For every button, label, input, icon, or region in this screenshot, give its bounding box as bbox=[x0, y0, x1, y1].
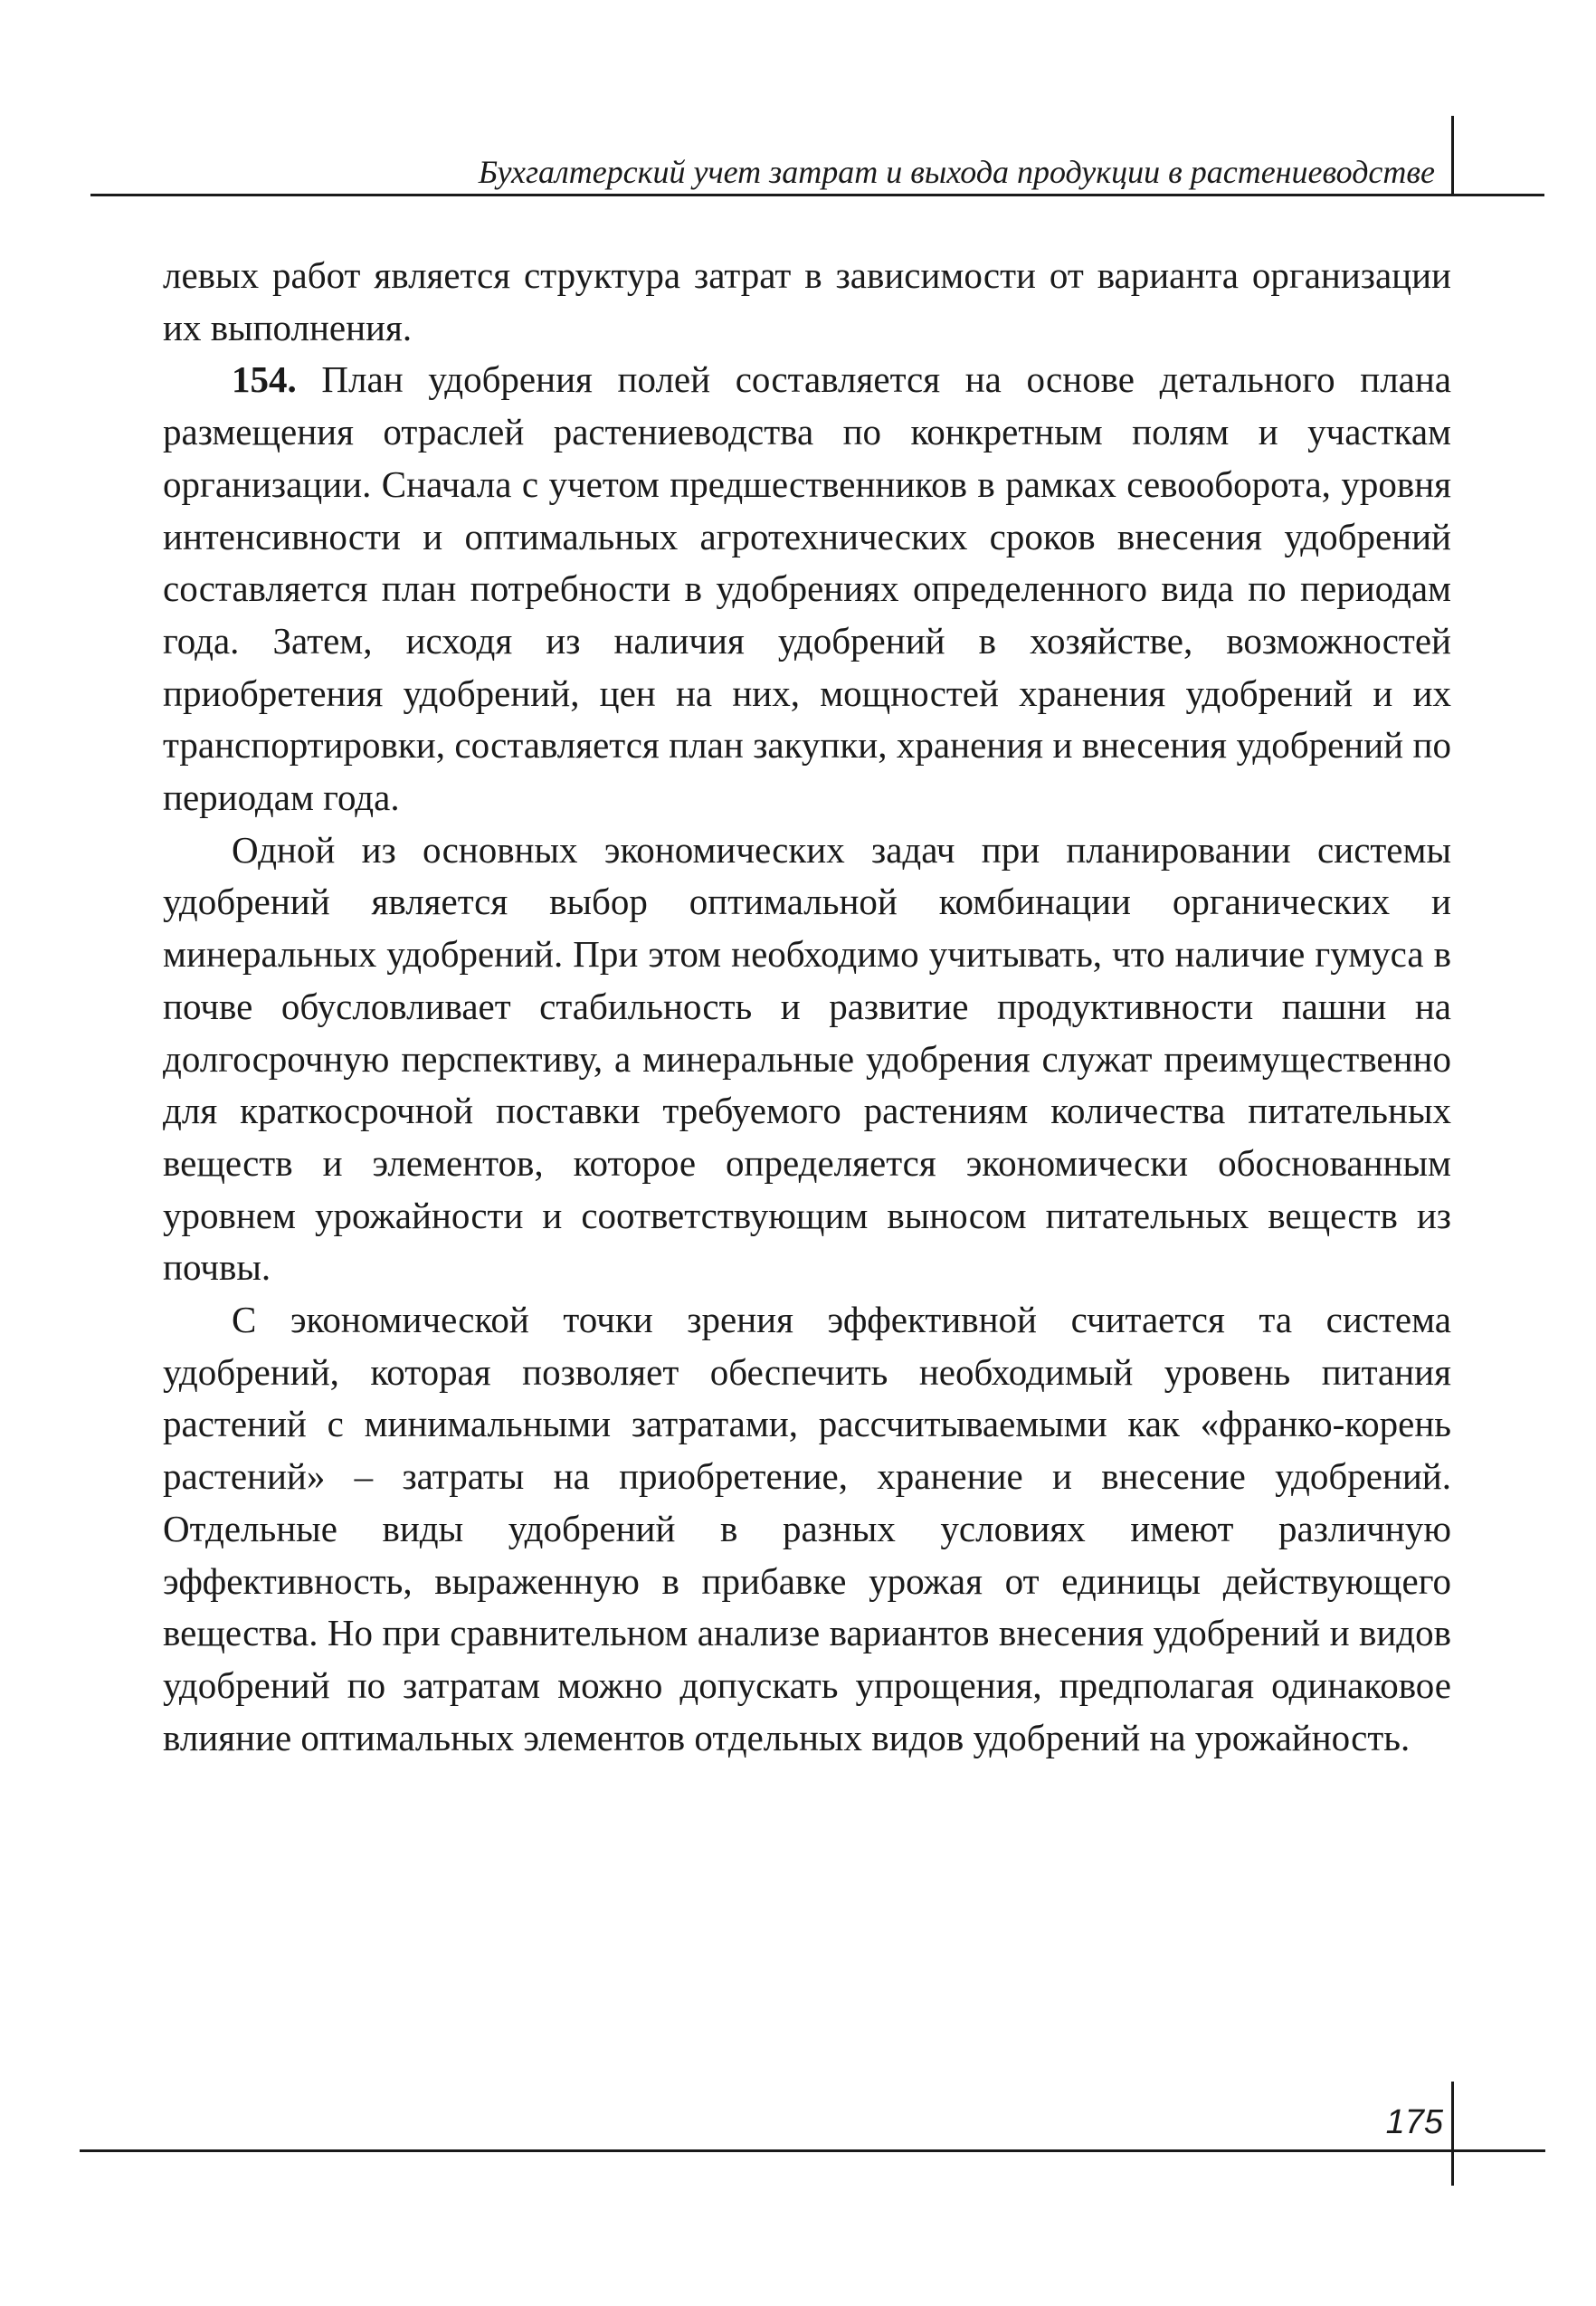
continuation-paragraph: левых работ является структура затрат в зависимости от варианта организации их выполнения. bbox=[163, 254, 1451, 348]
paragraph-economic-efficiency: С экономической точки зрения эффективной считается та система удобрений, которая позволяет обеспечить необходимый уровень питания растений с минимальными затратами, рассчитываемыми как «франко-корень растений» – затраты на приобретение, хранение и внесение удобрений. Отдельные виды удобрений в разных условиях имеют различную эффективность, выраженную в прибавке урожая от единицы действующего вещества. Но при сравнительном анализе вариантов внесения удобрений и видов удобрений по затратам можно допускать упрощения, предполагая одинаковое влияние оптимальных элементов отдельных видов удобрений на урожайность. bbox=[163, 1299, 1451, 1758]
footer-rule bbox=[80, 2149, 1545, 2152]
footer-vertical-rule bbox=[1451, 2082, 1454, 2186]
page-body bbox=[163, 250, 1451, 1764]
page-number: 175 bbox=[1385, 2103, 1443, 2141]
paragraph-154-text: План удобрения полей составляется на основе детального плана размещения отраслей растениеводства по конкретным полям и участкам организации. Сначала с учетом предшественников в рамках севооборота, уровня интенсивности и оптимальных агротехнических сроков внесения удобрений составляется план потребности в удобрениях определенного вида по периодам года. Затем, исходя из наличия удобрений в хозяйстве, возможностей приобретения удобрений, цен на них, мощностей хранения удобрений и их транспортировки, составляется план закупки, хранения и внесения удобрений по периодам года. bbox=[163, 358, 1451, 819]
section-number: 154. bbox=[232, 358, 297, 401]
header-rule bbox=[90, 194, 1544, 196]
paragraph-154 bbox=[163, 354, 1451, 824]
running-header: Бухгалтерский учет затрат и выхода продукции в растениеводстве bbox=[478, 154, 1435, 190]
header-vertical-rule bbox=[1451, 116, 1454, 195]
paragraph-fertilizer-combination: Одной из основных экономических задач при планировании системы удобрений является выбор оптимальной комбинации органических и минеральных удобрений. При этом необходимо учитывать, что наличие гумуса в почве обусловливает стабильность и развитие продуктивности пашни на долгосрочную перспективу, а минеральные удобрения служат преимущественно для краткосрочной поставки требуемого растениям количества питательных веществ и элементов, которое определяется экономически обоснованным уровнем урожайности и соответствующим выносом питательных веществ из почвы. bbox=[163, 828, 1451, 1289]
